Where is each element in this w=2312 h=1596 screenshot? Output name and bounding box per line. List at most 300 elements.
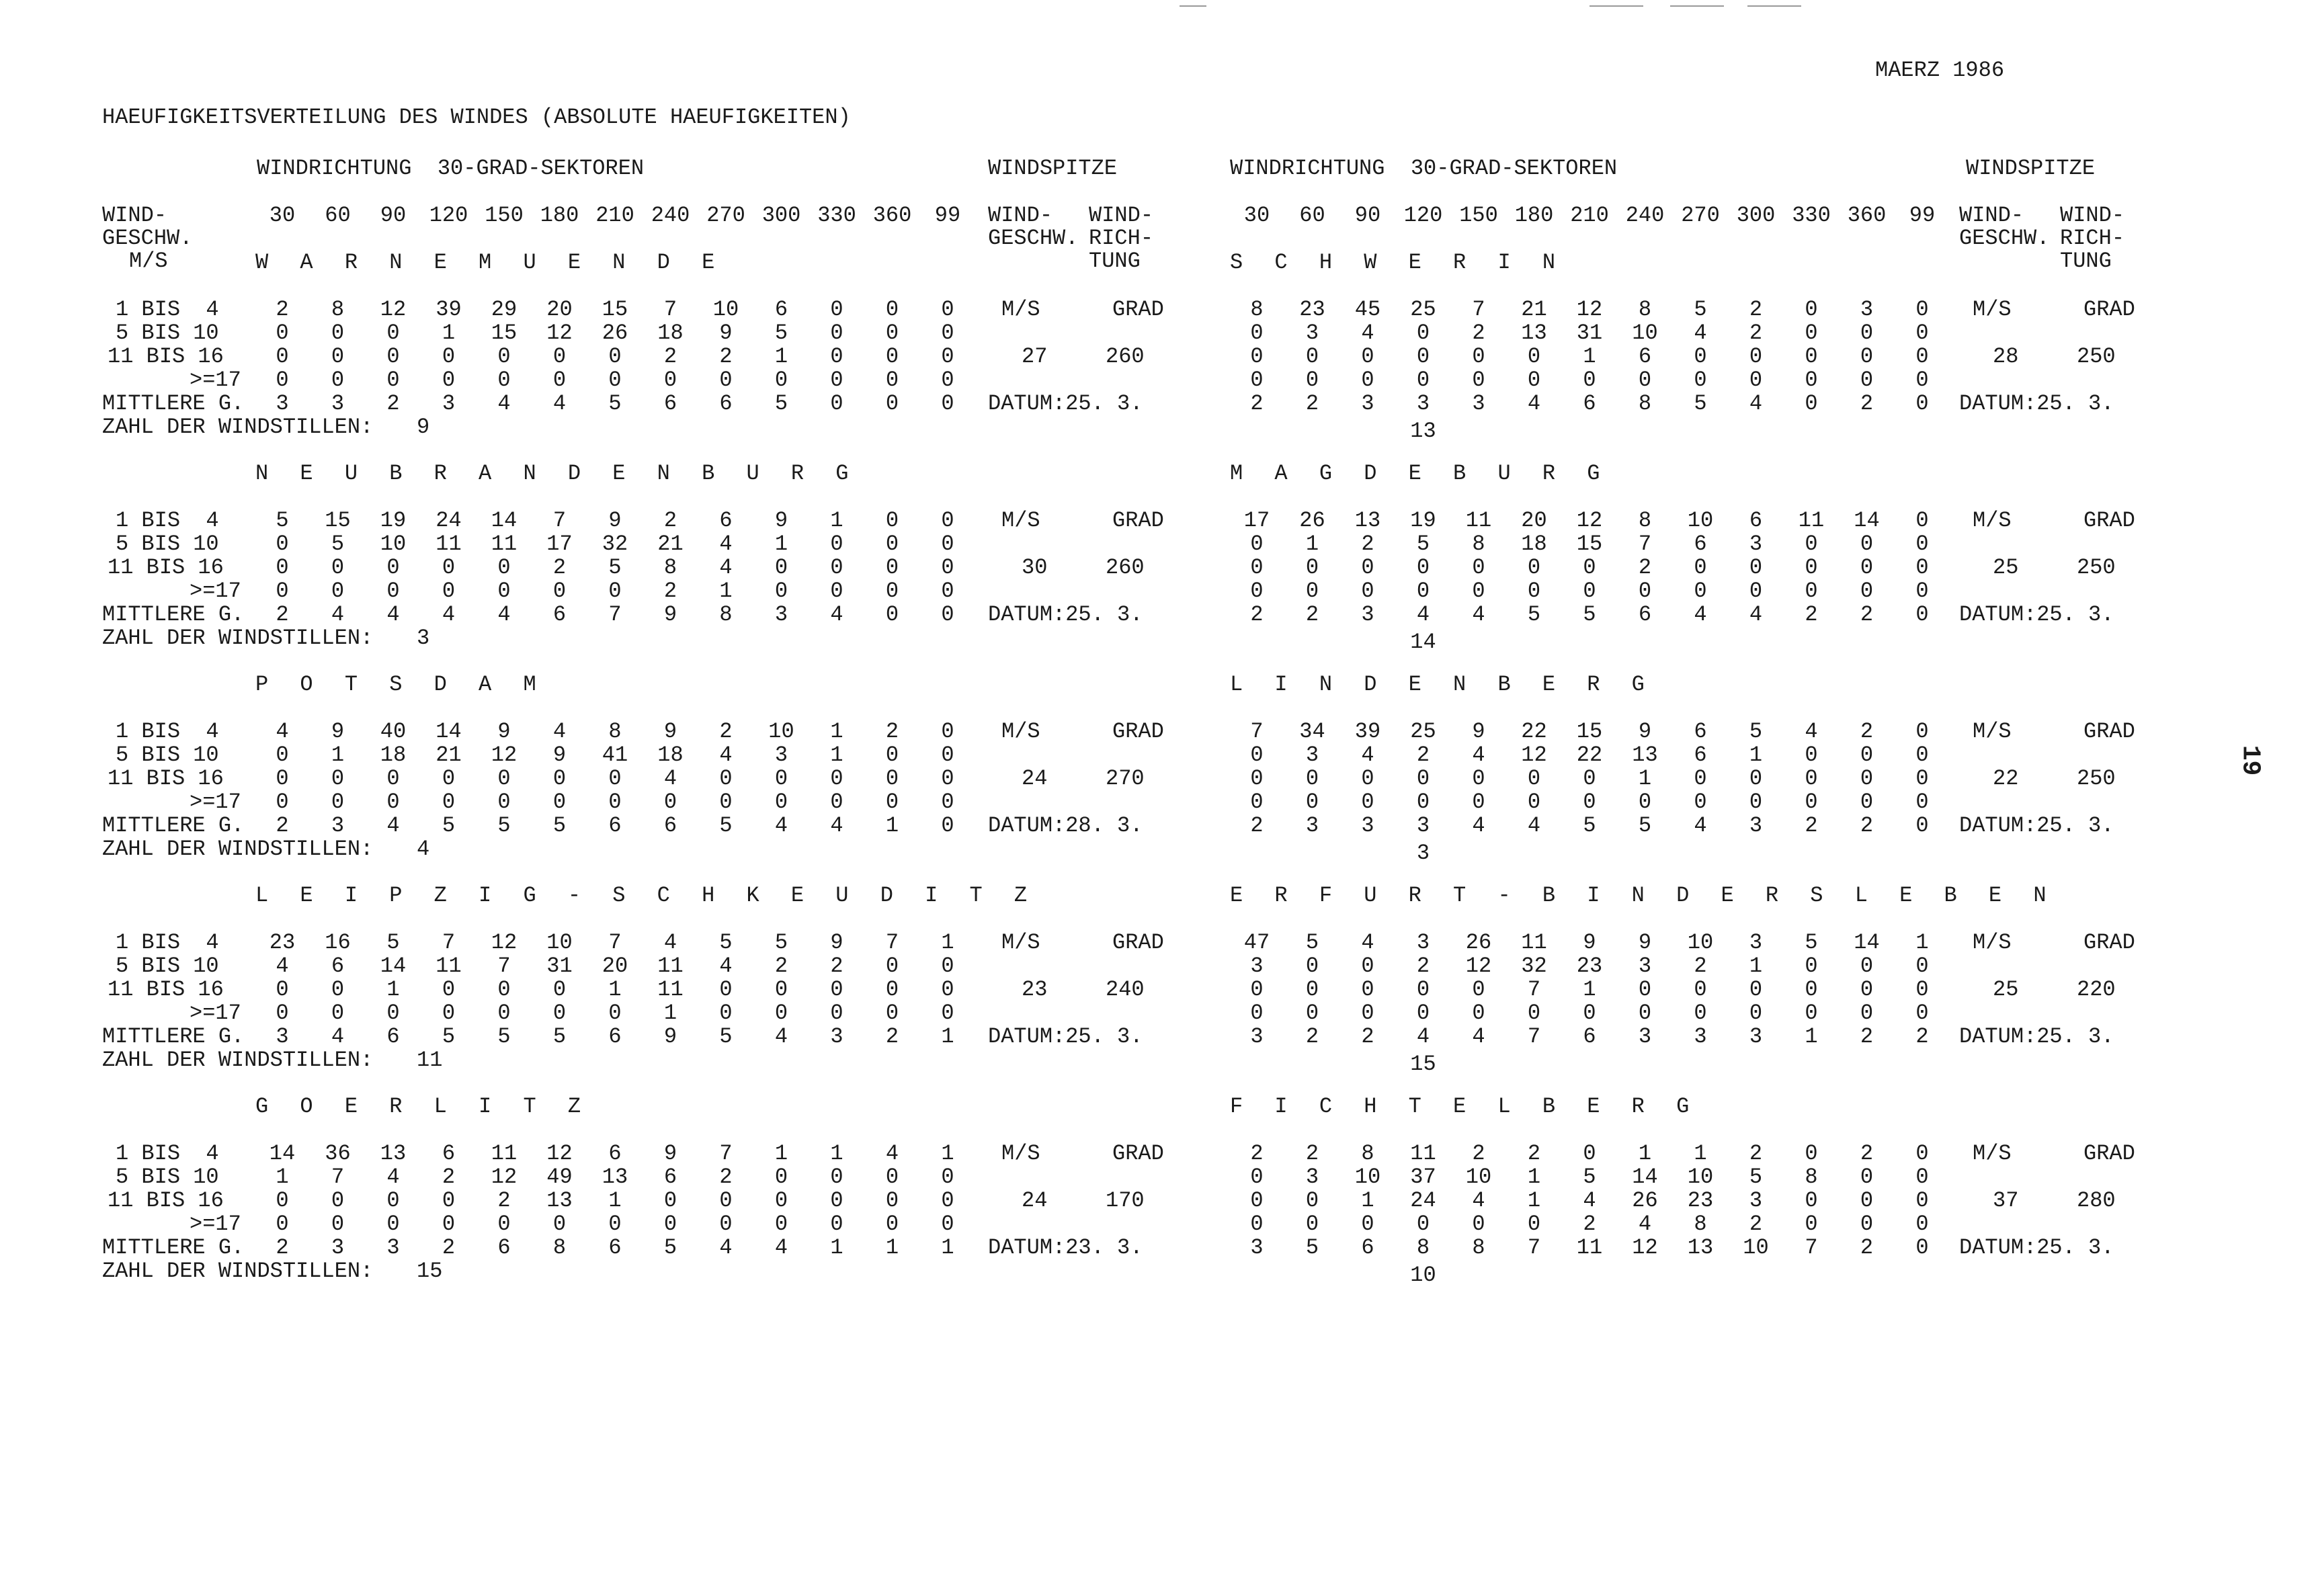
table-cell: 5 — [1583, 1165, 1596, 1189]
table-cell: 22 — [1521, 719, 1547, 744]
table-cell: 0 — [386, 790, 400, 814]
table-cell: 0 — [1860, 766, 1874, 791]
table-cell: 0 — [331, 1001, 345, 1025]
table-cell: 3 — [331, 1235, 345, 1260]
table-cell: 2 — [1583, 1212, 1596, 1236]
table-cell: 0 — [608, 1001, 622, 1025]
table-cell: 0 — [941, 1165, 954, 1189]
table-cell: 13 — [380, 1141, 407, 1166]
table-cell: 15 — [602, 297, 628, 322]
table-cell: 7 — [1638, 532, 1652, 556]
table-cell: 0 — [885, 1001, 899, 1025]
table-cell: 13 — [1521, 321, 1547, 345]
table-cell: 2 — [1915, 1024, 1929, 1049]
peak-grad: GRAD — [2083, 508, 2135, 533]
sector-label: 210 — [1570, 203, 1609, 228]
table-cell: 12 — [1576, 297, 1603, 322]
table-cell: 6 — [552, 602, 567, 627]
table-cell: 9 — [1638, 930, 1652, 955]
table-cell: 5 — [774, 930, 788, 955]
peak-speed-label: GESCHW. — [988, 226, 1079, 251]
table-cell: 24 — [1410, 1188, 1436, 1213]
table-cell: 0 — [552, 579, 567, 603]
table-cell: 0 — [941, 391, 954, 416]
station-name: E R F U R T - B I N D E R S L E B E N — [1230, 883, 2056, 908]
table-cell: 1 — [830, 1141, 843, 1166]
table-cell: 10 — [1743, 1235, 1769, 1260]
peak-grad: GRAD — [1112, 930, 1164, 955]
table-cell: 2 — [885, 1024, 899, 1049]
table-cell: 1 — [830, 1235, 843, 1260]
table-cell: 5 — [442, 813, 456, 838]
table-cell: 0 — [941, 321, 954, 345]
peak-header: WINDSPITZE — [988, 156, 1118, 181]
table-cell: 4 — [1694, 602, 1707, 627]
table-cell: 1 — [941, 1024, 954, 1049]
station-name: G O E R L I T Z — [255, 1094, 591, 1119]
table-cell: 0 — [1250, 1001, 1264, 1025]
table-cell: 7 — [497, 954, 511, 978]
table-cell: 4 — [1805, 719, 1818, 744]
table-cell: 0 — [830, 391, 843, 416]
table-cell: 0 — [830, 1212, 843, 1236]
table-cell: 0 — [1915, 579, 1929, 603]
table-cell: 0 — [1805, 344, 1818, 369]
peak-grad: GRAD — [1112, 719, 1164, 744]
table-cell: 3 — [1416, 813, 1430, 838]
table-cell: 0 — [1749, 344, 1763, 369]
table-cell: 0 — [941, 790, 954, 814]
peak-dir-value: 260 — [1106, 344, 1145, 369]
table-cell: 0 — [1305, 1001, 1319, 1025]
station-name: M A G D E B U R G — [1230, 461, 1610, 486]
table-cell: 0 — [1915, 368, 1929, 392]
table-cell: 2 — [885, 719, 899, 744]
table-cell: 11 — [491, 532, 518, 556]
table-cell: 0 — [1527, 1212, 1541, 1236]
table-cell: 0 — [608, 368, 622, 392]
table-cell: 6 — [386, 1024, 400, 1049]
table-cell: 0 — [1638, 1001, 1652, 1025]
calm-value: 9 — [417, 415, 430, 439]
table-cell: 0 — [1250, 766, 1264, 791]
table-cell: 0 — [830, 1001, 843, 1025]
peak-speed-value: 25 — [1993, 555, 2019, 580]
table-cell: 12 — [546, 321, 573, 345]
table-cell: 7 — [1527, 1024, 1541, 1049]
table-cell: 0 — [386, 579, 400, 603]
sector-label: 330 — [1792, 203, 1831, 228]
table-cell: 10 — [712, 297, 739, 322]
calm-label: ZAHL DER WINDSTILLEN: — [102, 415, 374, 439]
table-cell: 7 — [552, 508, 567, 533]
table-cell: 49 — [546, 1165, 573, 1189]
row-label: >=17 — [190, 368, 241, 392]
table-cell: 10 — [768, 719, 794, 744]
table-cell: 5 — [719, 930, 733, 955]
row-label: 1 BIS 4 — [116, 719, 219, 744]
row-label: >=17 — [190, 1001, 241, 1025]
table-cell: 0 — [1860, 532, 1874, 556]
table-cell: 0 — [331, 1212, 345, 1236]
table-cell: 0 — [1915, 1212, 1929, 1236]
peak-dir-label: TUNG — [2060, 249, 2112, 274]
table-cell: 0 — [1915, 954, 1929, 978]
table-cell: 4 — [663, 766, 677, 791]
table-cell: 0 — [1250, 555, 1264, 580]
table-cell: 0 — [941, 1212, 954, 1236]
table-cell: 0 — [1805, 1001, 1818, 1025]
table-cell: 0 — [608, 790, 622, 814]
peak-unit: M/S — [1001, 930, 1040, 955]
peak-unit: M/S — [1973, 719, 2012, 744]
table-cell: 0 — [386, 766, 400, 791]
table-cell: 0 — [276, 321, 289, 345]
table-cell: 5 — [1527, 602, 1541, 627]
table-cell: 6 — [1694, 532, 1707, 556]
table-cell: 7 — [608, 930, 622, 955]
table-cell: 4 — [331, 602, 345, 627]
table-cell: 0 — [1583, 1141, 1596, 1166]
table-cell: 0 — [1860, 1212, 1874, 1236]
table-cell: 23 — [269, 930, 296, 955]
table-cell: 0 — [497, 368, 511, 392]
table-cell: 4 — [719, 555, 733, 580]
table-cell: 2 — [442, 1165, 456, 1189]
table-cell: 5 — [774, 391, 788, 416]
table-cell: 0 — [1805, 555, 1818, 580]
table-cell: 0 — [885, 1165, 899, 1189]
table-cell: 0 — [1472, 368, 1485, 392]
calm-value: 3 — [417, 626, 430, 650]
table-cell: 0 — [1694, 579, 1707, 603]
table-cell: 1 — [386, 977, 400, 1002]
peak-speed-value: 28 — [1993, 344, 2019, 369]
table-cell: 4 — [1638, 1212, 1652, 1236]
table-cell: 2 — [1860, 1141, 1874, 1166]
table-cell: 6 — [1694, 719, 1707, 744]
table-cell: 3 — [1638, 954, 1652, 978]
table-cell: 2 — [1305, 602, 1319, 627]
table-cell: 0 — [1860, 1001, 1874, 1025]
table-cell: 0 — [1694, 977, 1707, 1002]
table-cell: 3 — [1361, 813, 1374, 838]
table-cell: 0 — [1416, 368, 1430, 392]
table-cell: 0 — [386, 368, 400, 392]
table-cell: 0 — [1527, 766, 1541, 791]
table-cell: 26 — [602, 321, 628, 345]
table-cell: 8 — [552, 1235, 567, 1260]
table-cell: 12 — [491, 930, 518, 955]
table-cell: 0 — [442, 1188, 456, 1213]
table-cell: 2 — [1305, 1024, 1319, 1049]
row-label: MITTLERE G. — [102, 1235, 245, 1260]
sector-label: 300 — [761, 203, 801, 228]
table-cell: 1 — [1361, 1188, 1374, 1213]
table-cell: 2 — [276, 297, 289, 322]
table-cell: 0 — [1416, 977, 1430, 1002]
table-cell: 5 — [719, 1024, 733, 1049]
table-cell: 1 — [941, 930, 954, 955]
table-cell: 9 — [497, 719, 511, 744]
row-label: MITTLERE G. — [102, 1024, 245, 1049]
table-cell: 2 — [1860, 813, 1874, 838]
peak-date: DATUM:25. 3. — [1959, 1235, 2114, 1260]
report-month: MAERZ 1986 — [1875, 58, 2005, 83]
table-cell: 2 — [1749, 297, 1763, 322]
table-cell: 0 — [719, 368, 733, 392]
table-cell: 0 — [331, 344, 345, 369]
table-cell: 11 — [1576, 1235, 1603, 1260]
table-cell: 3 — [774, 602, 788, 627]
table-cell: 6 — [608, 813, 622, 838]
table-cell: 8 — [1361, 1141, 1374, 1166]
table-cell: 0 — [941, 602, 954, 627]
table-cell: 4 — [1472, 813, 1485, 838]
table-cell: 0 — [885, 1188, 899, 1213]
table-cell: 0 — [1694, 766, 1707, 791]
table-cell: 9 — [608, 508, 622, 533]
table-cell: 2 — [1860, 602, 1874, 627]
row-label: 11 BIS 16 — [108, 766, 224, 791]
table-cell: 2 — [830, 954, 843, 978]
page-number: 19 — [2235, 745, 2265, 776]
table-cell: 4 — [276, 954, 289, 978]
table-cell: 6 — [608, 1024, 622, 1049]
table-cell: 22 — [1576, 743, 1603, 767]
table-cell: 0 — [1805, 368, 1818, 392]
table-cell: 2 — [1250, 813, 1264, 838]
table-cell: 12 — [491, 743, 518, 767]
table-cell: 2 — [1805, 602, 1818, 627]
row-label: 11 BIS 16 — [108, 1188, 224, 1213]
table-cell: 0 — [1915, 321, 1929, 345]
table-cell: 1 — [1749, 954, 1763, 978]
table-cell: 5 — [1694, 391, 1707, 416]
table-cell: 4 — [552, 391, 567, 416]
table-cell: 2 — [1860, 719, 1874, 744]
table-cell: 0 — [442, 790, 456, 814]
table-cell: 0 — [386, 344, 400, 369]
table-cell: 0 — [276, 532, 289, 556]
table-cell: 7 — [331, 1165, 345, 1189]
table-cell: 5 — [1305, 930, 1319, 955]
sector-label: 120 — [429, 203, 468, 228]
table-cell: 11 — [491, 1141, 518, 1166]
table-cell: 0 — [830, 1188, 843, 1213]
table-cell: 4 — [442, 602, 456, 627]
calm-value: 15 — [1410, 1052, 1436, 1077]
table-cell: 1 — [941, 1235, 954, 1260]
table-cell: 0 — [1638, 977, 1652, 1002]
peak-dir-value: 270 — [1106, 766, 1145, 791]
calm-label: ZAHL DER WINDSTILLEN: — [102, 1048, 374, 1073]
table-cell: 6 — [774, 297, 788, 322]
table-cell: 3 — [442, 391, 456, 416]
table-cell: 5 — [1638, 813, 1652, 838]
table-cell: 1 — [1583, 977, 1596, 1002]
row-label: MITTLERE G. — [102, 391, 245, 416]
table-cell: 6 — [331, 954, 345, 978]
table-cell: 3 — [1749, 532, 1763, 556]
table-cell: 0 — [1305, 790, 1319, 814]
table-cell: 14 — [491, 508, 518, 533]
table-cell: 0 — [830, 579, 843, 603]
table-cell: 0 — [1749, 766, 1763, 791]
table-cell: 0 — [885, 1212, 899, 1236]
table-cell: 11 — [657, 954, 684, 978]
station-name: P O T S D A M — [255, 672, 546, 697]
table-cell: 5 — [552, 1024, 567, 1049]
unit-label: M/S — [129, 249, 168, 274]
table-cell: 11 — [1410, 1141, 1436, 1166]
table-cell: 1 — [774, 532, 788, 556]
table-cell: 6 — [663, 1165, 677, 1189]
table-cell: 0 — [1805, 321, 1818, 345]
table-cell: 4 — [1749, 602, 1763, 627]
table-cell: 16 — [325, 930, 351, 955]
peak-unit: M/S — [1001, 719, 1040, 744]
sector-label: 360 — [1847, 203, 1887, 228]
table-cell: 4 — [774, 1024, 788, 1049]
table-cell: 1 — [1805, 1024, 1818, 1049]
table-cell: 0 — [1361, 1212, 1374, 1236]
table-cell: 0 — [1915, 602, 1929, 627]
table-cell: 1 — [1305, 532, 1319, 556]
table-cell: 0 — [1305, 344, 1319, 369]
table-cell: 3 — [331, 391, 345, 416]
table-cell: 45 — [1354, 297, 1381, 322]
table-cell: 3 — [1250, 1235, 1264, 1260]
table-cell: 32 — [1521, 954, 1547, 978]
table-cell: 0 — [1805, 579, 1818, 603]
table-cell: 2 — [1638, 555, 1652, 580]
table-cell: 5 — [442, 1024, 456, 1049]
table-cell: 1 — [719, 579, 733, 603]
table-cell: 1 — [1527, 1165, 1541, 1189]
table-cell: 9 — [1472, 719, 1485, 744]
table-cell: 6 — [1638, 344, 1652, 369]
table-cell: 6 — [1749, 508, 1763, 533]
table-cell: 4 — [885, 1141, 899, 1166]
table-cell: 0 — [1694, 1001, 1707, 1025]
table-cell: 2 — [1250, 391, 1264, 416]
peak-dir-value: 170 — [1106, 1188, 1145, 1213]
table-cell: 1 — [774, 1141, 788, 1166]
table-cell: 2 — [1361, 1024, 1374, 1049]
peak-date: DATUM:25. 3. — [1959, 1024, 2114, 1049]
table-cell: 0 — [1694, 368, 1707, 392]
peak-date: DATUM:25. 3. — [1959, 813, 2114, 838]
table-cell: 0 — [1527, 1001, 1541, 1025]
table-cell: 9 — [1638, 719, 1652, 744]
table-cell: 4 — [1416, 1024, 1430, 1049]
table-cell: 11 — [1521, 930, 1547, 955]
table-cell: 0 — [885, 579, 899, 603]
table-cell: 10 — [546, 930, 573, 955]
table-cell: 0 — [1250, 368, 1264, 392]
table-cell: 0 — [276, 1212, 289, 1236]
table-cell: 0 — [830, 532, 843, 556]
table-cell: 12 — [546, 1141, 573, 1166]
table-cell: 3 — [1749, 1188, 1763, 1213]
table-cell: 0 — [1416, 555, 1430, 580]
table-cell: 2 — [774, 954, 788, 978]
table-cell: 41 — [602, 743, 628, 767]
table-cell: 7 — [442, 930, 456, 955]
table-cell: 6 — [1583, 391, 1596, 416]
calm-label: ZAHL DER WINDSTILLEN: — [102, 837, 374, 862]
table-cell: 0 — [386, 1001, 400, 1025]
table-cell: 2 — [1805, 813, 1818, 838]
table-cell: 0 — [497, 977, 511, 1002]
table-cell: 3 — [830, 1024, 843, 1049]
row-label: >=17 — [190, 790, 241, 814]
table-cell: 0 — [663, 368, 677, 392]
table-cell: 5 — [1583, 602, 1596, 627]
table-cell: 0 — [1749, 579, 1763, 603]
table-cell: 0 — [1472, 579, 1485, 603]
table-cell: 3 — [1250, 954, 1264, 978]
peak-speed-value: 30 — [1022, 555, 1048, 580]
table-cell: 0 — [276, 368, 289, 392]
table-cell: 0 — [885, 766, 899, 791]
table-cell: 0 — [331, 368, 345, 392]
sector-label: 150 — [1459, 203, 1498, 228]
table-cell: 9 — [774, 508, 788, 533]
table-cell: 5 — [774, 321, 788, 345]
peak-dir-value: 250 — [2077, 766, 2116, 791]
table-cell: 25 — [1410, 719, 1436, 744]
direction-header: WINDRICHTUNG 30-GRAD-SEKTOREN — [1230, 156, 1618, 181]
table-cell: 39 — [1354, 719, 1381, 744]
row-label: 1 BIS 4 — [116, 508, 219, 533]
sector-label: 300 — [1736, 203, 1776, 228]
table-cell: 4 — [1694, 321, 1707, 345]
table-cell: 18 — [380, 743, 407, 767]
table-cell: 2 — [1250, 1141, 1264, 1166]
row-label: 5 BIS 10 — [116, 954, 219, 978]
table-cell: 9 — [331, 719, 345, 744]
table-cell: 0 — [1583, 1001, 1596, 1025]
table-cell: 3 — [1749, 930, 1763, 955]
row-label: 5 BIS 10 — [116, 321, 219, 345]
peak-header: WINDSPITZE — [1966, 156, 2096, 181]
table-cell: 9 — [663, 1024, 677, 1049]
table-cell: 0 — [1915, 977, 1929, 1002]
table-cell: 37 — [1410, 1165, 1436, 1189]
table-cell: 0 — [442, 368, 456, 392]
table-cell: 7 — [663, 297, 677, 322]
scan-mark — [1670, 5, 1724, 7]
table-cell: 2 — [1305, 391, 1319, 416]
table-cell: 10 — [1632, 321, 1658, 345]
table-cell: 0 — [830, 321, 843, 345]
table-cell: 17 — [1243, 508, 1270, 533]
sector-label: 99 — [1909, 203, 1936, 228]
table-cell: 3 — [1694, 1024, 1707, 1049]
table-cell: 8 — [1250, 297, 1264, 322]
table-cell: 0 — [885, 368, 899, 392]
table-cell: 0 — [1305, 579, 1319, 603]
table-cell: 8 — [1638, 391, 1652, 416]
table-cell: 0 — [1915, 790, 1929, 814]
table-cell: 4 — [331, 1024, 345, 1049]
table-cell: 0 — [386, 555, 400, 580]
table-cell: 0 — [1527, 555, 1541, 580]
table-cell: 2 — [1860, 391, 1874, 416]
peak-speed-label: WIND- — [1959, 203, 2024, 228]
